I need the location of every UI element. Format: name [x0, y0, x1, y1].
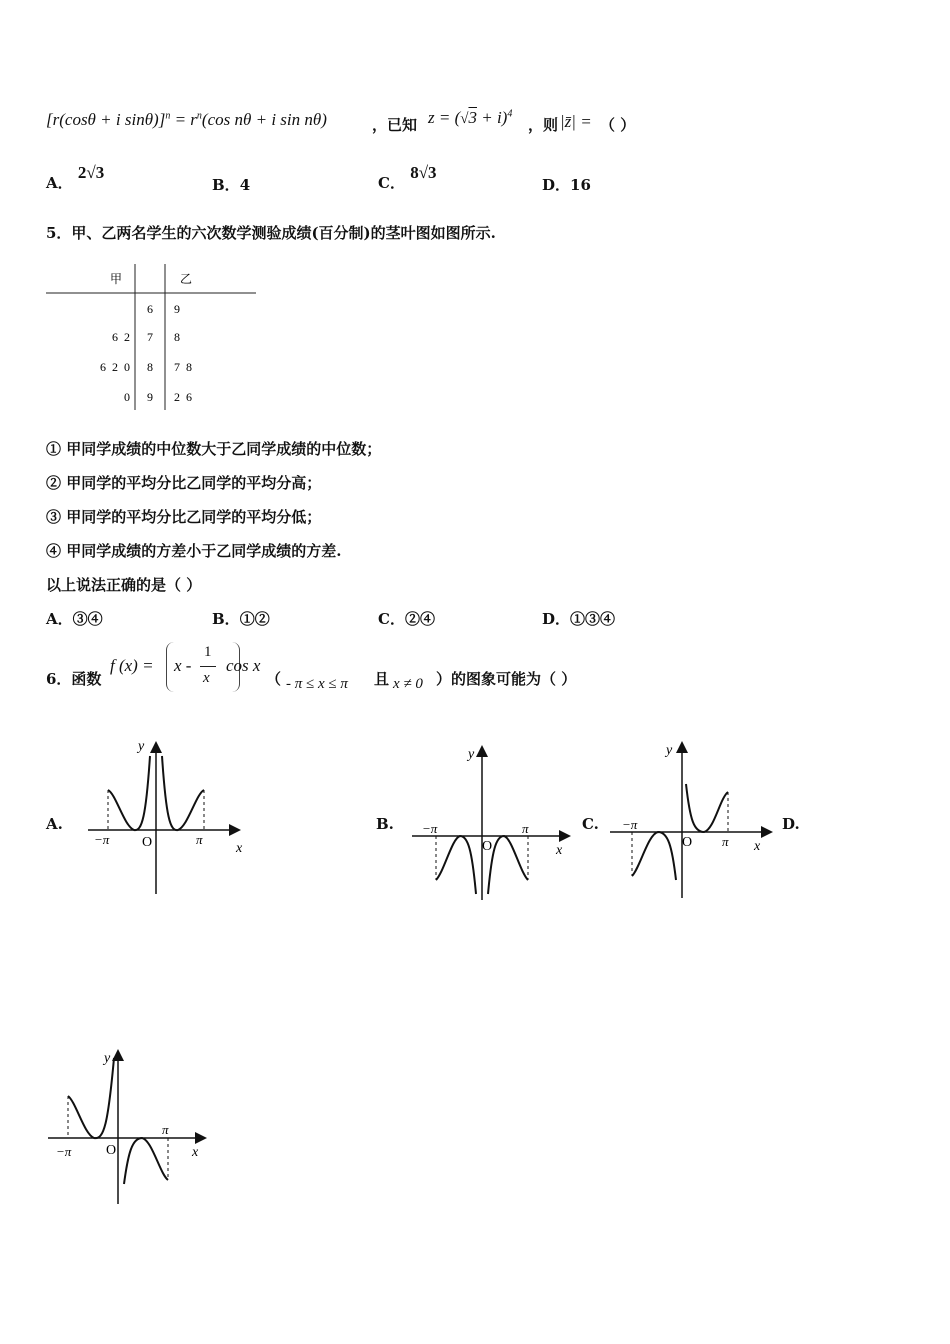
- q5-prompt: 以上说法正确的是（ ）: [46, 576, 202, 594]
- q5-statement-2: ② 甲同学的平均分比乙同学的平均分高；: [46, 474, 322, 492]
- q6-graph-a-origin: O: [142, 835, 153, 850]
- stem-leaf-row1-right: 9: [174, 302, 180, 316]
- stem-leaf-row3-left: 6 2 0: [100, 360, 130, 374]
- stem-leaf-row4-left: 0: [124, 390, 130, 404]
- q6-graph-d-neg-pi: −π: [56, 1144, 72, 1159]
- q6-graph-c[interactable]: [606, 736, 776, 904]
- q4-option-b-value: 4: [239, 176, 251, 194]
- q6-function: f (x) =: [110, 656, 154, 675]
- q6-prefix: 6．函数: [46, 670, 102, 688]
- q5-option-d[interactable]: [542, 608, 615, 629]
- q6-graph-label-a[interactable]: A.: [46, 815, 63, 833]
- q4-paren: （ ）: [600, 116, 636, 134]
- q5-option-b[interactable]: [212, 608, 270, 629]
- q4-option-d-letter: D．: [542, 176, 571, 194]
- q6-graph-c-origin: O: [682, 835, 693, 850]
- q6-function-cos: cos x: [226, 656, 261, 675]
- stem-leaf-row4-right: 2 6: [174, 390, 192, 404]
- q6-cond: x ≠ 0: [393, 676, 423, 692]
- q6-graph-d-pi: π: [162, 1122, 169, 1137]
- q6-graph-b-neg-pi: −π: [422, 821, 438, 836]
- q5-option-a[interactable]: [46, 608, 103, 629]
- q6-graph-d-x-label: x: [192, 1145, 199, 1160]
- q6-frac-num: 1: [204, 644, 212, 660]
- q4-formula-exp2: n: [196, 110, 202, 122]
- q6-graph-label-b[interactable]: B.: [376, 815, 394, 833]
- q4-formula: [46, 110, 327, 130]
- q5-option-b-letter: B．: [212, 610, 240, 628]
- q5-option-b-value: ①②: [239, 610, 270, 628]
- q6-graph-label-c[interactable]: C.: [582, 815, 599, 833]
- stem-leaf-row3-right: 7 8: [174, 360, 192, 374]
- stem-leaf-plot: [44, 262, 264, 414]
- stem-leaf-row1-stem: 6: [147, 302, 153, 316]
- q5-option-d-letter: D．: [542, 610, 571, 628]
- q4-given: ，已知: [372, 116, 418, 134]
- q6-graph-b-pi: π: [522, 821, 529, 836]
- stem-leaf-row2-right: 8: [174, 330, 180, 344]
- q4-option-d[interactable]: [542, 174, 591, 195]
- q4-abs-z: |z̄| =: [560, 112, 592, 131]
- q6-graph-c-curve-left: [632, 832, 676, 880]
- q6-function-x: x -: [174, 656, 192, 675]
- q4-option-b-letter: B．: [212, 176, 240, 194]
- q6-graph-c-y-label: y: [666, 743, 673, 758]
- q4-formula-lhs: [r(cosθ + i sinθ)]: [46, 110, 166, 129]
- q6-graph-d[interactable]: [44, 1044, 214, 1208]
- stem-leaf-right-header: 乙: [179, 272, 193, 286]
- q6-domain: - π ≤ x ≤ π: [286, 676, 348, 692]
- q6-graph-b-curve-right: [488, 836, 528, 894]
- q4-z-def-post: + i): [476, 108, 508, 127]
- stem-leaf-left-header: 甲: [109, 272, 123, 286]
- q4-formula-rhs-post: (cos nθ + i sin nθ): [201, 110, 327, 129]
- q6-graph-a-pi: π: [196, 832, 203, 847]
- stem-leaf-row2-stem: 7: [147, 330, 153, 344]
- q4-option-c-value: 8√3: [410, 163, 437, 182]
- q6-graph-a-curve-left: [108, 756, 150, 830]
- q5-title: 5．甲、乙两名学生的六次数学测验成绩(百分制)的茎叶图如图所示.: [46, 224, 496, 242]
- stem-leaf-row3-stem: 8: [147, 360, 153, 374]
- q5-statement-1: ① 甲同学成绩的中位数大于乙同学成绩的中位数；: [46, 440, 382, 458]
- q6-graph-b-origin: O: [482, 839, 493, 854]
- q4-z-def-pre: z = (: [428, 108, 461, 127]
- q5-option-c[interactable]: [378, 608, 435, 629]
- q4-z-definition: $z = (√3 + i)^4$: [428, 108, 513, 127]
- q6-graph-c-curve-right: [686, 784, 728, 832]
- q6-graph-a[interactable]: [84, 736, 264, 900]
- q6-graph-a-curve-right: [162, 756, 204, 830]
- q6-graph-d-origin: O: [106, 1143, 117, 1158]
- q6-graph-a-x-label: x: [236, 841, 243, 856]
- q6-graph-label-d[interactable]: D.: [782, 815, 800, 833]
- q6-graph-a-y-label: y: [138, 739, 145, 754]
- q4-option-d-value: 16: [570, 176, 591, 194]
- q4-option-a[interactable]: [46, 163, 105, 193]
- q6-graph-d-curve-right: [124, 1138, 168, 1184]
- q6-graph-d-y-label: y: [104, 1051, 111, 1066]
- q5-option-d-value: ①③④: [570, 610, 616, 628]
- q6-graph-b[interactable]: [408, 740, 572, 904]
- stem-leaf-row2-left: 6 2: [112, 330, 130, 344]
- q5-option-c-value: ②④: [404, 610, 435, 628]
- q4-formula-rhs-pre: = r: [174, 110, 197, 129]
- q4-option-c-letter: C．: [378, 174, 405, 192]
- q6-graph-b-y-label: y: [468, 747, 475, 762]
- q6-graph-b-curve-left: [436, 836, 476, 894]
- q4-then: ，则: [528, 116, 559, 134]
- q4-option-b[interactable]: [212, 174, 250, 195]
- q4-formula-exp: n: [165, 110, 171, 122]
- q5-option-a-value: ③④: [72, 610, 103, 628]
- q5-option-a-letter: A．: [46, 610, 73, 628]
- q6-graph-c-pi: π: [722, 834, 729, 849]
- q6-and: 且: [374, 670, 390, 688]
- q6-domain-open: （: [266, 670, 282, 688]
- q6-frac-bar: [200, 666, 216, 667]
- q5-option-c-letter: C．: [378, 610, 405, 628]
- q6-suffix: ）的图象可能为（ ）: [436, 670, 577, 688]
- q4-z-exp: 4: [507, 108, 513, 120]
- q6-graph-b-x-label: x: [556, 843, 563, 858]
- q5-statement-4: ④ 甲同学成绩的方差小于乙同学成绩的方差.: [46, 542, 342, 560]
- q6-graph-d-curve-left: [68, 1058, 114, 1138]
- q4-z-def-sqrt: 3: [468, 108, 477, 127]
- stem-leaf-row4-stem: 9: [147, 390, 153, 404]
- q6-frac-den: x: [203, 670, 210, 686]
- q4-option-c[interactable]: [378, 163, 437, 193]
- q6-graph-c-neg-pi: −π: [622, 817, 638, 832]
- q6-graph-a-neg-pi: −π: [94, 832, 110, 847]
- q4-option-a-letter: A．: [46, 174, 73, 192]
- q5-statement-3: ③ 甲同学的平均分比乙同学的平均分低；: [46, 508, 322, 526]
- q6-graph-c-x-label: x: [754, 839, 761, 854]
- q4-option-a-value: 2√3: [77, 163, 105, 182]
